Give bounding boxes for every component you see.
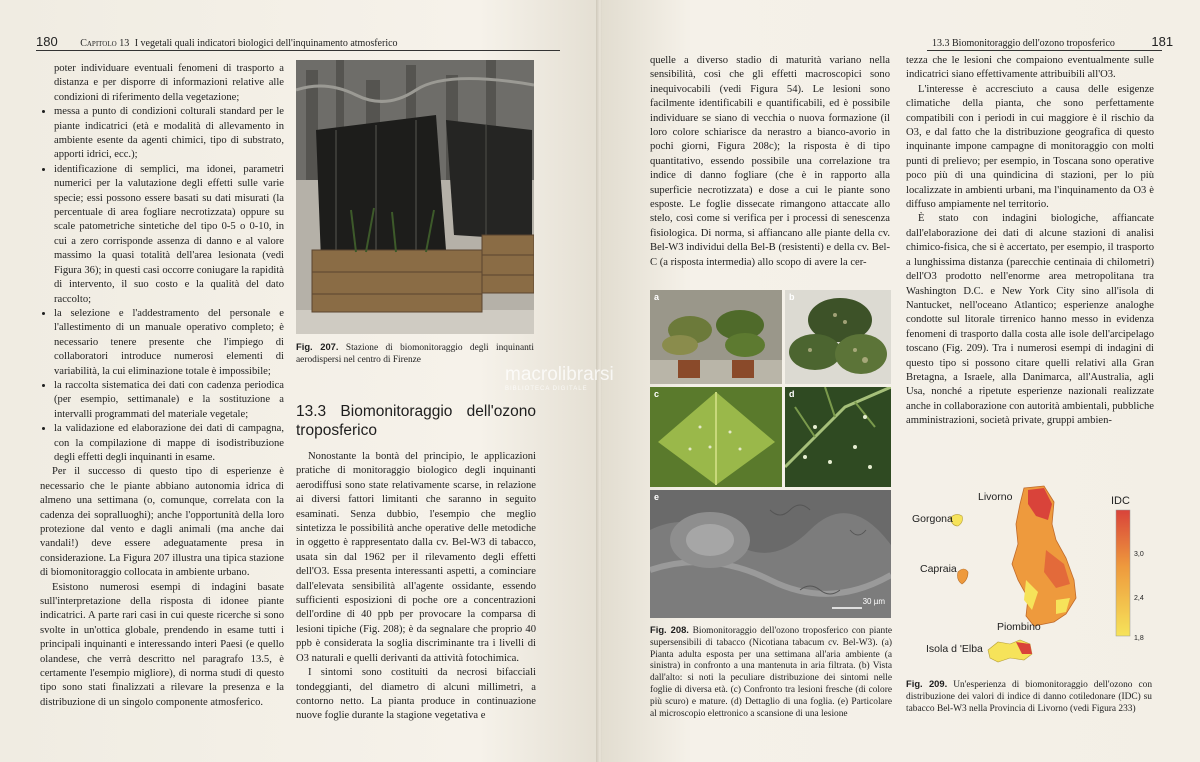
idc-legend-tick: 3,0 xyxy=(1134,551,1144,558)
idc-legend-tick: 1,8 xyxy=(1134,635,1144,642)
fig208-caption-text: Biomonitoraggio dell'ozono troposferico con piante supersensibili di tabacco (Nicotiana tabacum cv. Bel-W3). (a) Pianta adulta esposta per una settimana all'aria ambiente (a sinistra) in confronto a una mantenuta in aria filtrata. (b) Vista dall'alto: si noti la peculiare distribuzione dei sintomi nelle foglie di diversa età. (c) Confronto tra lesioni fresche (di colore più scuro) e mature. (d) Dettaglio di una foglia. (e) Particolare al microscopio elettronico a scansione di una lesione xyxy=(650,626,893,719)
idc-legend-tick: 2,4 xyxy=(1134,595,1144,602)
requirements-list xyxy=(40,105,284,465)
intro-text: poter individuare eventuali fenomeni di trasporto a distanza e per disporre di informazioni relative alle condizioni di riferimento della vegetazione; xyxy=(54,63,284,103)
list-item: • la validazione ed elaborazione dei dati di campagna, con la compilazione di mappe di isodistribuzione degli effetti degli inquinanti in esame. xyxy=(54,422,284,465)
right-page-number: 181 xyxy=(1151,34,1174,49)
watermark-subtext: BIBLIOTECA DIGITALE xyxy=(505,386,588,392)
chapter-label: Capitolo 13 xyxy=(80,38,130,49)
fig208-label-c: c xyxy=(654,389,660,399)
paragraph: I sintomi sono costituiti da necrosi bifacciali tondeggianti, del diametro di alcuni millimetri, a contorno netto. La pianta produce in continuazione nuove foglie durante la stagione vegetativa e xyxy=(296,667,536,722)
right-column-2 xyxy=(906,54,1154,429)
fig207-caption-text: Stazione di biomonitoraggio degli inquinanti aerodispersi nel centro di Firenze xyxy=(296,343,535,365)
map-label-gorgona: Gorgona xyxy=(912,513,953,525)
island-capraia-shape xyxy=(958,569,969,584)
paragraph: È stato con indagini biologiche, affiancate dall'elaborazione dei dati di alcune stazioni di analisi chimico-fisica, che si è accertato, per esempio, il trasporto a lunghissima distanza (parecchie centinaia di chilometri) dell'O3 prodotto nell'enorme area metropolitana tra Washington D.C. e New York City sino all'isola di Nantucket, nell'oceano Atlantico; esperienze analoghe condotte sul litorale tirrenico hanno messo in evidenza fenomeni di trasporto dalla costa alle isole dell'arcipelago toscano (Fig. 209). Tra i numerosi esempi di indagini di questo tipo si possono citare quelli relativi alla Gran Bretagna, a Israele, alla Danimarca, all'Australia, agli Usa, nonché a ripetute esperienze nazionali realizzate anche in collaborazione con autorità ambientali, pubbliche amministrazioni, società private, gruppi ambien- xyxy=(906,213,1154,427)
fig209-caption-label: Fig. 209. xyxy=(906,678,948,689)
list-item: • identificazione di semplici, ma idonei, parametri numerici per la valutazione degli effetti sulle varie specie; essi possono essere basati su dati misurati (la percentuale di area fogliare necrotizzata) oppure su scale patometriche sintetiche del tipo 0-5 o 0-10, in cui a zero corrisponde assenza di danno e al valore massimo la quasi totalità dell'area lesionata (vedi Figura 36); in questi casi occorre coniugare la rapidità di intervento, il suo costo e la qualità del dato raccolto; xyxy=(54,163,284,307)
paragraph: Esistono numerosi esempi di indagini basate sull'interpretazione della risposta di idonee piante indicatrici. A parte rari casi in cui queste ricerche si sono svolte in un'ottica globale, prendendo in esame tutti i principali inquinanti e interessando interi Paesi (e quello olandese, che verrà descritto nel paragrafo 13.5, è certamente l'esempio migliore), di norma studi di questo tipo sono stati finalizzati a rilevare la presenza e la distribuzione di un singolo componente atmosferico. xyxy=(40,581,284,708)
paragraph: tezza che le lesioni che compaiono eventualmente sulle indicatrici siano effettivamente attribuibili all'O3. xyxy=(906,55,1154,81)
paragraph: Per il successo di questo tipo di esperienze è necessario che le piante abbiano autonomia idrica di almeno una settimana (o, comunque, correlata con la cadenza dei sopralluoghi); anche l'opportunità della loro protezione dal vento e dagli animali (ma anche dai vandali!) deve essere adeguatamente presa in considerazione. La Figura 207 illustra una tipica stazione di biomonitoraggio collocata in ambiente urbano. xyxy=(40,466,284,579)
left-page-number: 180 xyxy=(36,34,58,49)
map-label-elba: Isola d 'Elba xyxy=(926,643,983,655)
monitoring-station-image xyxy=(296,60,534,334)
fig208-caption-label: Fig. 208. xyxy=(650,624,689,635)
fig208-photo-d xyxy=(785,387,891,487)
fig208-photo-c xyxy=(650,387,782,487)
fig208-photo-a xyxy=(650,290,782,384)
fig208-label-e: e xyxy=(654,492,660,502)
right-column-1 xyxy=(650,54,890,270)
fig207-caption-label: Fig. 207. xyxy=(296,341,339,352)
right-header xyxy=(932,34,1173,49)
left-column-2 xyxy=(296,402,536,724)
paragraph: Nonostante la bontà del principio, le applicazioni pratiche di monitoraggio biologico degli inquinanti aerodiffusi sono state relativamente scarse, in relazione ai diversi fattori limitanti che saranno in seguito esaminati. Senza dubbio, l'esempio che meglio sintetizza le possibilità anche operative delle metodiche in oggetto è rappresentato dalla cv. Bel-W3 di tabacco, usata sin dal 1962 per il rilevamento degli effetti dell'O3. Essa presenta interessanti aspetti, a cominciare dall'elevata sensibilità all'agente ossidante, essendo sufficienti esposizioni di poche ore a concentrazioni dell'ordine di 40 ppb per provocare la comparsa di lesioni tipiche (Fig. 208); è da segnalare che proprio 40 ppb è considerata la soglia discriminante tra i livelli di O3 naturali e quelli derivanti da attività fotochimica. xyxy=(296,451,536,664)
paragraph: quelle a diverso stadio di maturità variano nella sensibilità, così che gli effetti macroscopici sono inequivocabili (vedi Figura 54). Le lesioni sono facilmente identificabili e quantificabili, ed è possibile individuare se siano di vecchia o nuova formazione (il loro colore schiarisce da nerastro a bianco-avorio in pochi giorni, Figura 208c); la risposta è di tipo quantitativo, essendo possibile una correlazione tra indice di danno fogliare (che è in rapporto alla superficie necrotizzata) e dose a cui le piante sono esposte. Le foglie dissecate rimangono attaccate allo stelo, così come si verifica per i processi di senescenza fisiologica. Di norma, si affiancano alle piante della cv. Bel-W3 individui della Bel-B (resistenti) e della cv. Bel-C (a risposta intermedia) allo scopo di avere la cer- xyxy=(650,55,890,268)
map-label-piombino: Piombino xyxy=(997,621,1041,633)
fig208-photo-b xyxy=(785,290,891,384)
fig209-caption xyxy=(906,678,1152,715)
left-column-1 xyxy=(40,62,284,710)
fig208-label-d: d xyxy=(789,389,795,399)
list-item: • la selezione e l'addestramento del personale e l'allestimento di un manuale operativo completo; è necessario tenere presente che l'impiego di collaboratori introduce numerosi elementi di variabilità, la cui eliminazione totale è impossibile; xyxy=(54,307,284,379)
fig209-caption-text: Un'esperienza di biomonitoraggio dell'ozono con distribuzione dei valori di indice di danno cotiledonare (IDC) su tabacco Bel-W3 nella Provincia di Livorno (vedi Figura 233) xyxy=(906,680,1153,714)
chapter-title: I vegetali quali indicatori biologici dell'inquinamento atmosferico xyxy=(134,38,398,49)
list-item: • messa a punto di condizioni colturali standard per le piante indicatrici (età e modalità di allevamento in ambiente esente da agenti chimici, tipo di substrato, apporti idrici, ecc.); xyxy=(54,105,284,163)
list-item: • la raccolta sistematica dei dati con cadenza periodica (per esempio, settimanale) e la sostituzione a intervalli programmati del materiale vegetale; xyxy=(54,379,284,422)
fig207-photo xyxy=(296,60,534,334)
left-header-rule xyxy=(36,50,560,51)
fig209-map xyxy=(906,480,1146,670)
right-header-rule xyxy=(927,50,1162,51)
section-title: 13.3 Biomonitoraggio dell'ozono troposferico xyxy=(296,403,536,439)
fig207-caption xyxy=(296,341,534,367)
fig208-scale-bar-label: 30 µm xyxy=(862,597,885,606)
watermark xyxy=(505,364,614,392)
left-header xyxy=(36,34,398,49)
map-label-capraia: Capraia xyxy=(920,563,957,575)
watermark-text: macrolibrarsi xyxy=(505,364,614,385)
map-label-livorno: Livorno xyxy=(978,491,1013,503)
fig208-caption xyxy=(650,624,892,720)
idc-legend-title: IDC xyxy=(1111,495,1130,507)
fig208-label-b: b xyxy=(789,292,795,302)
idc-legend-bar xyxy=(1116,510,1130,636)
paragraph: L'interesse è accresciuto a causa delle esigenze climatiche della pianta, che sono perfettamente compatibili con i periodi in cui maggiore è il rischio da O3, e dal fatto che la distribuzione geografica di questo inquinante impone campagne di monitoraggio con molti punti di prelievo; per esempio, in Toscana sono operative poco più di una quindicina di stazioni, per lo più localizzate in ambienti urbani, ma l'inquinamento da O3 è diffuso ampiamente nel territorio. xyxy=(906,83,1154,211)
fig208-photo-e xyxy=(650,490,891,618)
fig208-label-a: a xyxy=(654,292,660,302)
running-section-title: 13.3 Biomonitoraggio dell'ozono troposferico xyxy=(932,38,1115,49)
